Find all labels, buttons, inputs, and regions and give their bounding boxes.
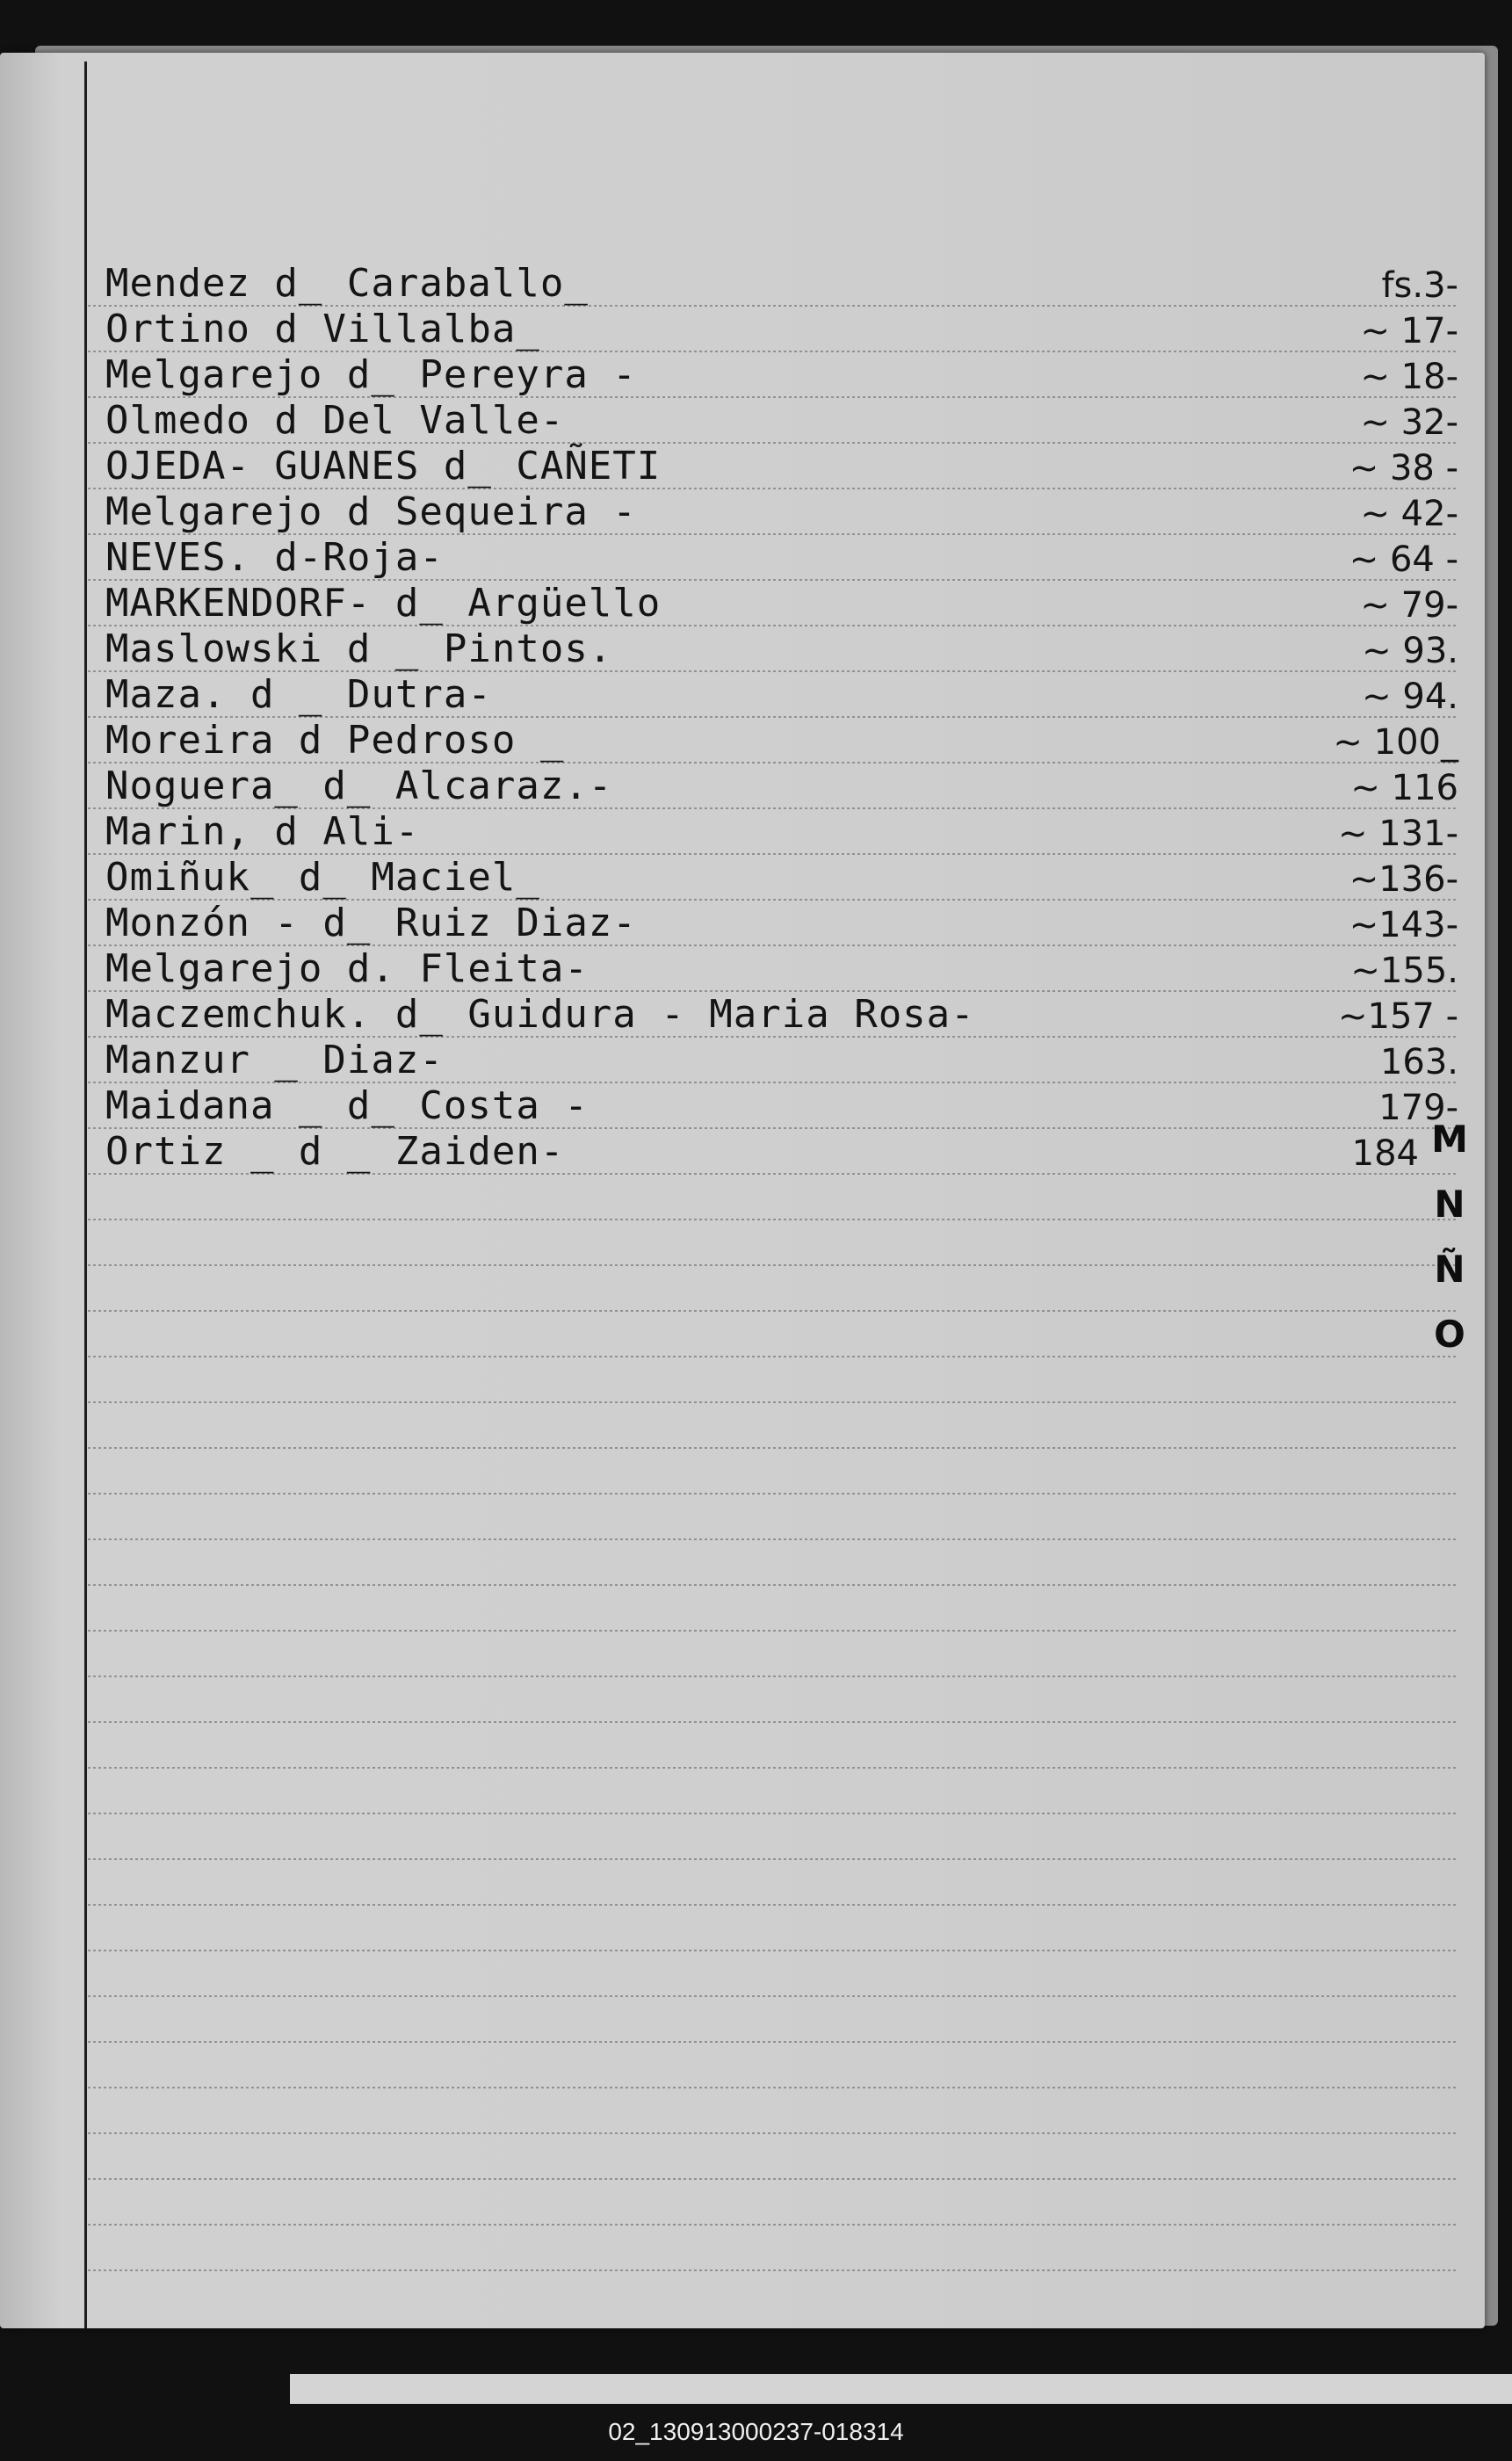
entry-name: Manzur _ Diaz- — [105, 1038, 444, 1082]
entry-page: ~157 - — [1337, 996, 1458, 1037]
entry-page: fs.3- — [1381, 265, 1458, 306]
index-entry — [105, 583, 1458, 629]
entry-page: ~ 64 - — [1349, 539, 1458, 580]
entry-page: ~ 100_ — [1333, 722, 1458, 763]
entry-page: ~ 38 - — [1349, 448, 1458, 489]
index-entry — [105, 398, 1458, 446]
index-entry — [105, 535, 1458, 583]
index-entry — [105, 626, 1458, 675]
tab-letter: M — [1431, 1118, 1468, 1161]
index-entry — [105, 855, 1458, 903]
index-entry — [105, 1129, 1419, 1177]
index-entry — [105, 446, 1458, 492]
entry-name: Moreira d Pedroso _ — [105, 718, 565, 763]
tab-letter: O — [1434, 1313, 1465, 1356]
index-entry — [105, 1040, 1458, 1086]
index-entry — [105, 720, 1458, 766]
entry-name: MARKENDORF- d_ Argüello — [105, 581, 662, 626]
entry-page: ~ 94. — [1362, 677, 1458, 717]
entry-name: Ortino d Villalba_ — [105, 307, 540, 351]
entry-page: ~ 42- — [1360, 494, 1458, 534]
entry-name: OJEDA- GUANES d_ CAÑETI — [105, 444, 662, 489]
entry-name: Noguera_ d_ Alcaraz.- — [105, 764, 613, 808]
index-entry — [105, 672, 1458, 720]
index-entry — [105, 992, 1458, 1040]
index-entry — [105, 489, 1458, 538]
entry-page: ~136- — [1349, 859, 1458, 900]
entry-page: ~ 116 — [1350, 768, 1458, 808]
index-tab-letters — [1423, 1118, 1476, 1378]
index-entry — [105, 309, 1458, 355]
entry-page: ~ 32- — [1360, 402, 1458, 443]
entry-page: 179- — [1378, 1088, 1458, 1128]
scan-bottom-strip — [290, 2374, 1512, 2404]
entry-name: Maslowski d _ Pintos. — [105, 626, 613, 671]
entry-name: Olmedo d Del Valle- — [105, 398, 565, 443]
entry-page: 184 — [1351, 1133, 1419, 1174]
index-entry — [105, 766, 1458, 812]
entry-page: ~ 18- — [1360, 357, 1458, 397]
scan-id-label: 02_130913000237-018314 — [608, 2418, 904, 2445]
entry-name: Maczemchuk. d_ Guidura - Maria Rosa- — [105, 992, 975, 1037]
entry-name: Melgarejo d_ Pereyra - — [105, 352, 637, 397]
entry-name: Melgarejo d Sequeira - — [105, 489, 637, 534]
entry-page: ~ 93. — [1362, 631, 1458, 671]
entry-page: ~ 17- — [1360, 311, 1458, 351]
entry-page: ~ 79- — [1360, 585, 1458, 626]
entry-page: ~ 131- — [1337, 814, 1458, 854]
entry-page: 163. — [1379, 1042, 1458, 1082]
entry-name: Maza. d _ Dutra- — [105, 672, 492, 717]
tab-letter: Ñ — [1434, 1248, 1465, 1291]
index-entry — [105, 809, 1458, 858]
entry-name: Omiñuk_ d_ Maciel_ — [105, 855, 540, 900]
entry-name: Melgarejo d. Fleita- — [105, 946, 589, 991]
entry-name: Mendez d_ Caraballo_ — [105, 261, 589, 306]
entry-name: Maidana _ d_ Costa - — [105, 1083, 589, 1128]
entry-name: Ortiz _ d _ Zaiden- — [105, 1129, 565, 1174]
entry-page: ~143- — [1349, 905, 1458, 945]
entry-name: Monzón - d_ Ruiz Diaz- — [105, 901, 637, 945]
tab-letter: N — [1434, 1183, 1465, 1226]
index-entry — [105, 261, 1458, 309]
index-entry — [105, 903, 1458, 949]
index-entry — [105, 352, 1458, 401]
entry-page: ~155. — [1350, 951, 1458, 991]
index-entry — [105, 946, 1458, 995]
entry-name: NEVES. d-Roja- — [105, 535, 444, 580]
index-entry — [105, 1083, 1458, 1132]
entry-name: Marin, d Ali- — [105, 809, 420, 854]
